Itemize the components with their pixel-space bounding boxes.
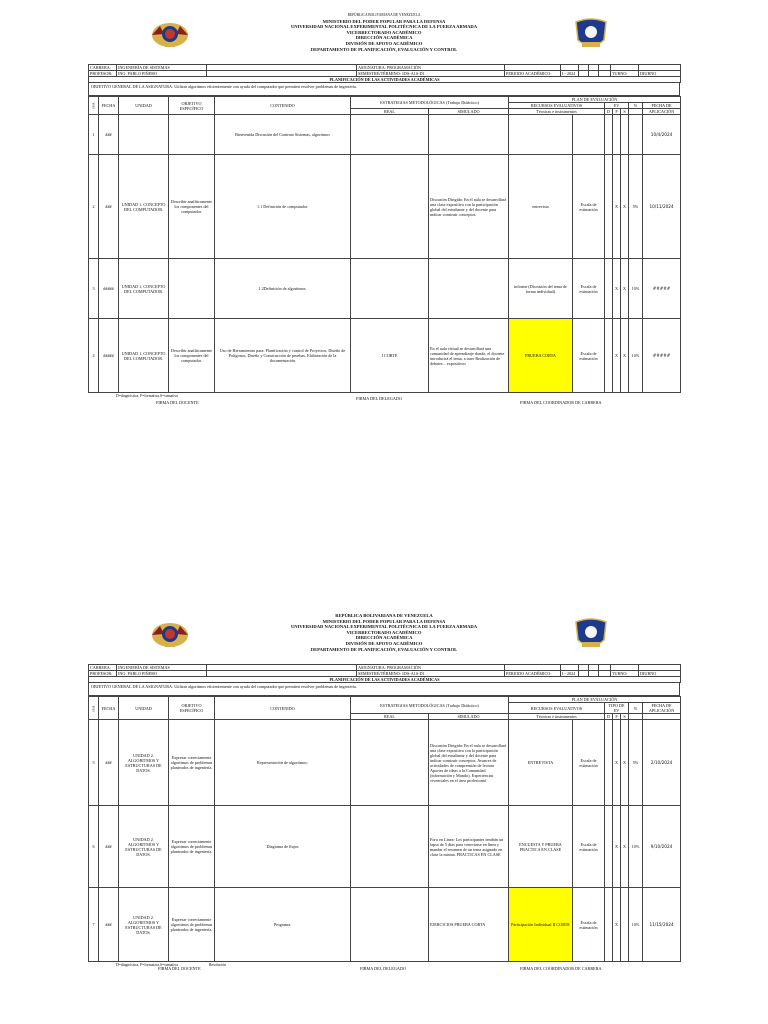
col-semana: SEM. — [89, 697, 99, 720]
row-type-d — [605, 115, 613, 155]
row-content: Diagrama de flujos — [215, 806, 351, 888]
row-evaluation-resource: Participación Individual II CORTE — [509, 888, 573, 962]
row-percentage: 10% — [629, 319, 643, 393]
legend-extra: Resolución — [208, 963, 227, 967]
carrera-value: INGENIERÍA DE SISTEMAS — [117, 665, 207, 671]
periodo-value: I - 2024 — [561, 71, 579, 77]
row-content: 1.2Definición de algoritmos. — [215, 259, 351, 319]
row-application-date: 2/10/2024 — [643, 720, 681, 806]
unefa-emblem-icon — [150, 616, 190, 654]
row-type-f — [613, 115, 621, 155]
col-recursos: RECURSOS EVALUATIVOS — [509, 703, 605, 714]
row-simulated-strategy: Discusión Dirigida: En el aula se desarrollará una clase expositiva con la participación global del estudiante y del docente para indicar construir conceptos. — [429, 155, 509, 259]
col-plan-eval: PLAN DE EVALUACIÓN — [509, 97, 681, 103]
col-s: S — [621, 714, 629, 720]
row-content: Bienvenida Discusión del Contrato Sistemas, algoritmos — [215, 115, 351, 155]
row-evaluation-resource: informe (Discusión del tema de forma individual) — [509, 259, 573, 319]
row-type-d — [605, 720, 613, 806]
row-real-strategy: I CORTE — [351, 319, 429, 393]
row-percentage: 10% — [629, 259, 643, 319]
row-type-d — [605, 888, 613, 962]
row-instrument — [573, 115, 605, 155]
col-tipo-ev: EV — [605, 103, 629, 109]
row-evaluation-resource: ENTREVISTA — [509, 720, 573, 806]
row-simulated-strategy: EJERCICIOS PRUEBA CORTA — [429, 888, 509, 962]
row-application-date: 10/11/2024 — [643, 155, 681, 259]
row-real-strategy — [351, 259, 429, 319]
col-tipo-ev: TIPO DE EV — [605, 703, 629, 714]
col-plan-eval: PLAN DE EVALUACIÓN — [509, 697, 681, 703]
header-line-1: MINISTERIO DEL PODER POPULAR PARA LA DEFENSA — [322, 18, 446, 24]
row-type-f: X — [613, 319, 621, 393]
row-date: ### — [99, 115, 119, 155]
row-simulated-strategy — [429, 259, 509, 319]
row-date: ##### — [99, 259, 119, 319]
info-table — [88, 664, 681, 683]
row-date: ##### — [99, 319, 119, 393]
row-unit: UNIDAD 1. CONCEPTO DEL COMPUTADOR. — [119, 155, 169, 259]
row-percentage: 5% — [629, 155, 643, 259]
row-type-d — [605, 806, 613, 888]
row-unit: UNIDAD 1. CONCEPTO DEL COMPUTADOR. — [119, 319, 169, 393]
republic-line: REPÚBLICA BOLIVARIANA DE VENEZUELA — [347, 13, 421, 17]
col-s: S — [621, 109, 629, 115]
firma-docente: FIRMA DEL DOCENTE — [156, 400, 199, 405]
row-instrument: Escala de estimación — [573, 720, 605, 806]
document-header — [88, 610, 680, 664]
firma-delegado: FIRMA DEL DELEGADO — [360, 966, 406, 971]
activities-table — [88, 96, 681, 393]
planning-sheet-page-1 — [88, 10, 680, 410]
row-instrument: Escala de estimación — [573, 806, 605, 888]
week-number: 4 — [89, 319, 99, 393]
row-type-f: X — [613, 259, 621, 319]
row-type-f: X — [613, 806, 621, 888]
periodo-label: PERIODO ACADÉMICO: — [505, 671, 561, 677]
row-type-s: X — [621, 259, 629, 319]
row-simulated-strategy: Foro en Línea: Los participantes tendrán un lapso de 5 días para conectarse en línea y mandar el resumen de un tema asignado en clase la misma. PRACTICAS EN CLASE — [429, 806, 509, 888]
firma-delegado: FIRMA DEL DELEGADO — [356, 396, 402, 401]
row-unit: UNIDAD 2. ALGORITMOS Y ESTRUCTURAS DE DATOS. — [119, 806, 169, 888]
row-date: ### — [99, 888, 119, 962]
signatures-row — [88, 967, 680, 979]
row-content: Representación de algoritmos: — [215, 720, 351, 806]
row-instrument: Escala de estimación — [573, 259, 605, 319]
header-line-1: MINISTERIO DEL PODER POPULAR PARA LA DEFENSA — [322, 618, 446, 624]
header-line-2: UNIVERSIDAD NACIONAL EXPERIMENTAL POLITÉCNICA DE LA FUERZA ARMADA — [290, 24, 478, 30]
row-percentage — [629, 115, 643, 155]
row-type-d — [605, 155, 613, 259]
legend-note: D=diagnóstica, F=formativa,S=sumativa — [116, 394, 178, 398]
col-simulado: SIMULADO — [429, 109, 509, 115]
row-objective — [169, 115, 215, 155]
col-contenido: CONTENIDO — [215, 697, 351, 720]
semestre: SEMESTRE/TÉRMINO: 1DS-A1S-D1 — [357, 671, 505, 677]
col-objetivo: OBJETIVO ESPECÍFICO — [169, 697, 215, 720]
planificacion-title: PLANIFICACIÓN DE LAS ACTIVIDADES ACADÉMICAS — [89, 677, 681, 683]
activities-table — [88, 696, 681, 962]
col-fecha-ap: FECHA DE — [643, 103, 681, 109]
carrera-label: CARRERA: — [89, 65, 117, 71]
row-percentage: 5% — [629, 720, 643, 806]
row-type-s — [621, 888, 629, 962]
document-header — [88, 10, 680, 64]
row-evaluation-resource: PRUEBA CORTA — [509, 319, 573, 393]
week-number: 1 — [89, 115, 99, 155]
row-type-s: X — [621, 155, 629, 259]
carrera-label: CARRERA: — [89, 665, 117, 671]
col-unidad: UNIDAD — [119, 97, 169, 115]
row-objective: Expresar correctamente algoritmos de problemas planteados de ingeniería. — [169, 720, 215, 806]
table-row — [89, 155, 681, 259]
col-unidad: UNIDAD — [119, 697, 169, 720]
profesor-label: PROFESOR: — [89, 71, 117, 77]
row-content: Uso de Herramientas para: Planificación y control de Proyectos, Diseño de Polígonos, Diseño y Construcción de pruebas, Elaboración de la documentación — [215, 319, 351, 393]
row-evaluation-resource: ENCUESTA Y PRUEBA PRACTICA EN CLASE — [509, 806, 573, 888]
row-type-s — [621, 115, 629, 155]
row-simulated-strategy: En el aula virtual se desarrollará una comunidad de aprendizaje donde, el docente introducirá el tema, a traer Realización de debates... expositivos — [429, 319, 509, 393]
row-content: 1.1 Definición de computador. — [215, 155, 351, 259]
table-row — [89, 888, 681, 962]
week-number: 3 — [89, 259, 99, 319]
firma-docente: FIRMA DEL DOCENTE — [158, 966, 201, 971]
row-percentage: 10% — [629, 888, 643, 962]
col-tecnicas: Técnicas e instrumentos — [509, 714, 605, 720]
col-pct: % — [629, 703, 643, 714]
row-application-date: 9/10/2024 — [643, 806, 681, 888]
profesor-value: ING. PABLO PIÑERO — [117, 71, 207, 77]
asignatura: ASIGNATURA: PROGRAMACIÓN — [357, 65, 505, 71]
faculty-shield-icon — [572, 16, 610, 54]
row-date: ### — [99, 720, 119, 806]
row-application-date: ##### — [643, 259, 681, 319]
row-real-strategy — [351, 888, 429, 962]
profesor-label: PROFESOR: — [89, 671, 117, 677]
row-objective: Describir analíticamente los componentes del computador. — [169, 319, 215, 393]
row-date: ### — [99, 155, 119, 259]
turno-label: TURNO: — [611, 71, 639, 77]
firma-coordinador: FIRMA DEL COORDINADOR DE CARRERA — [520, 400, 602, 405]
header-line-4: DIRECCIÓN ACADÉMICA — [355, 635, 413, 641]
row-objective: Expresar correctamente algoritmos de problemas planteados de ingeniería. — [169, 888, 215, 962]
row-type-f: X — [613, 888, 621, 962]
row-application-date: 10/4/2024 — [643, 115, 681, 155]
row-evaluation-resource: entrevista — [509, 155, 573, 259]
col-real: REAL — [351, 714, 429, 720]
row-objective — [169, 259, 215, 319]
header-line-5: DIVISIÓN DE APOYO ACADÉMICO — [345, 40, 423, 46]
row-type-s: X — [621, 806, 629, 888]
col-fecha-ap: FECHA DE APLICACIÓN — [643, 703, 681, 714]
row-simulated-strategy: Discusión Dirigida: En el aula se desarrollará una clase expositiva con la participación global del estudiante y del docente para indicar construir conceptos. Avances de actividades de comprensión de lectura Aportes de ideas a la Comunidad (información y Mundo). Experiencias vivenciales en el área profesional — [429, 720, 509, 806]
row-evaluation-resource — [509, 115, 573, 155]
table-row — [89, 806, 681, 888]
republic-line: REPÚBLICA BOLIVARIANA DE VENEZUELA — [335, 613, 433, 618]
asignatura: ASIGNATURA: PROGRAMACIÓN — [357, 665, 505, 671]
col-d: D — [605, 714, 613, 720]
row-real-strategy — [351, 720, 429, 806]
row-unit — [119, 115, 169, 155]
row-real-strategy — [351, 115, 429, 155]
header-line-6: DEPARTAMENTO DE PLANIFICACIÓN, EVALUACIÓN Y CONTROL — [310, 646, 458, 652]
week-number: 2 — [89, 155, 99, 259]
col-f: F — [613, 109, 621, 115]
row-type-s: X — [621, 720, 629, 806]
semestre: SEMESTRE/TÉRMINO: 1DS-A1S-D1 — [357, 71, 505, 77]
col-estrategias: ESTRATEGIAS METODOLÓGICAS (Trabajo Didáctico) — [351, 697, 509, 714]
turno-value: DIURNO — [639, 71, 681, 77]
week-number: 7 — [89, 888, 99, 962]
col-d: D — [605, 109, 613, 115]
row-type-f: X — [613, 155, 621, 259]
header-line-6: DEPARTAMENTO DE PLANIFICACIÓN, EVALUACIÓN Y CONTROL — [310, 46, 458, 52]
col-recursos: RECURSOS EVALUATIVOS — [509, 103, 605, 109]
row-objective: Describir analíticamente los componentes del computador. — [169, 155, 215, 259]
table-row — [89, 259, 681, 319]
header-line-5: DIVISIÓN DE APOYO ACADÉMICO — [345, 640, 423, 646]
table-row — [89, 319, 681, 393]
periodo-label: PERIODO ACADÉMICO: — [505, 71, 561, 77]
faculty-shield-icon — [572, 616, 610, 654]
signatures-row — [88, 398, 680, 410]
row-date: ### — [99, 806, 119, 888]
week-number: 6 — [89, 806, 99, 888]
row-type-d — [605, 259, 613, 319]
row-objective: Expresar correctamente algoritmos de problemas planteados de ingeniería. — [169, 806, 215, 888]
objetivo-general: OBJETIVO GENERAL DE LA ASIGNATURA: Utilizar algoritmos eficientemente con ayuda del computador que permiten resolver problemas de ingeniería. — [88, 83, 680, 96]
row-application-date: ##### — [643, 319, 681, 393]
header-line-3: VICERRECTORADO ACADÉMICO — [346, 629, 422, 635]
col-real: REAL — [351, 109, 429, 115]
header-line-4: DIRECCIÓN ACADÉMICA — [355, 35, 413, 41]
col-objetivo: OBJETIVO ESPECÍFICO — [169, 97, 215, 115]
objetivo-general: OBJETIVO GENERAL DE LA ASIGNATURA: Utilizar algoritmos eficientemente con ayuda del computador que permiten resolver problemas de ingeniería. — [88, 683, 680, 696]
turno-value: DIURNO — [639, 671, 681, 677]
row-type-f: X — [613, 720, 621, 806]
row-type-d — [605, 319, 613, 393]
col-fecha: FECHA — [99, 697, 119, 720]
row-application-date: 11/15/2024 — [643, 888, 681, 962]
row-instrument: Escala de estimación — [573, 319, 605, 393]
col-semana: SEM. — [89, 97, 99, 115]
row-unit: UNIDAD 2. ALGORITMOS Y ESTRUCTURAS DE DATOS. — [119, 720, 169, 806]
row-percentage: 10% — [629, 806, 643, 888]
row-real-strategy — [351, 155, 429, 259]
row-content: Programa. — [215, 888, 351, 962]
row-unit: UNIDAD 2. ALGORITMOS Y ESTRUCTURAS DE DATOS. — [119, 888, 169, 962]
planificacion-title: PLANIFICACIÓN DE LAS ACTIVIDADES ACADÉMICAS — [89, 77, 681, 83]
row-instrument: Escala de estimación — [573, 155, 605, 259]
turno-label: TURNO: — [611, 671, 639, 677]
col-fecha: FECHA — [99, 97, 119, 115]
header-line-2: UNIVERSIDAD NACIONAL EXPERIMENTAL POLITÉCNICA DE LA FUERZA ARMADA — [290, 624, 478, 630]
col-aplicacion: APLICACIÓN — [643, 109, 681, 115]
row-instrument: Escala de estimación — [573, 888, 605, 962]
col-f: F — [613, 714, 621, 720]
row-type-s: X — [621, 319, 629, 393]
legend-text: D=diagnóstica, F=formativa,S=sumativa — [116, 963, 178, 967]
week-number: 5 — [89, 720, 99, 806]
periodo-value: I - 2024 — [561, 671, 579, 677]
table-row — [89, 115, 681, 155]
planning-sheet-page-2 — [88, 610, 680, 979]
row-unit: UNIDAD 1. CONCEPTO DEL COMPUTADOR. — [119, 259, 169, 319]
profesor-value: ING. PABLO PIÑERO — [117, 671, 207, 677]
col-estrategias: ESTRATEGIAS METODOLÓGICAS (Trabajo Didáctico) — [351, 97, 509, 109]
row-simulated-strategy — [429, 115, 509, 155]
table-row — [89, 720, 681, 806]
col-tecnicas: Técnicas e instrumentos — [509, 109, 605, 115]
firma-coordinador: FIRMA DEL COORDINADOR DE CARRERA — [520, 966, 602, 971]
col-simulado: SIMULADO — [429, 714, 509, 720]
col-pct: % — [629, 103, 643, 109]
info-table — [88, 64, 681, 83]
unefa-emblem-icon — [150, 16, 190, 54]
carrera-value: INGENIERÍA DE SISTEMAS — [117, 65, 207, 71]
row-real-strategy — [351, 806, 429, 888]
col-contenido: CONTENIDO — [215, 97, 351, 115]
header-line-3: VICERRECTORADO ACADÉMICO — [346, 29, 422, 35]
